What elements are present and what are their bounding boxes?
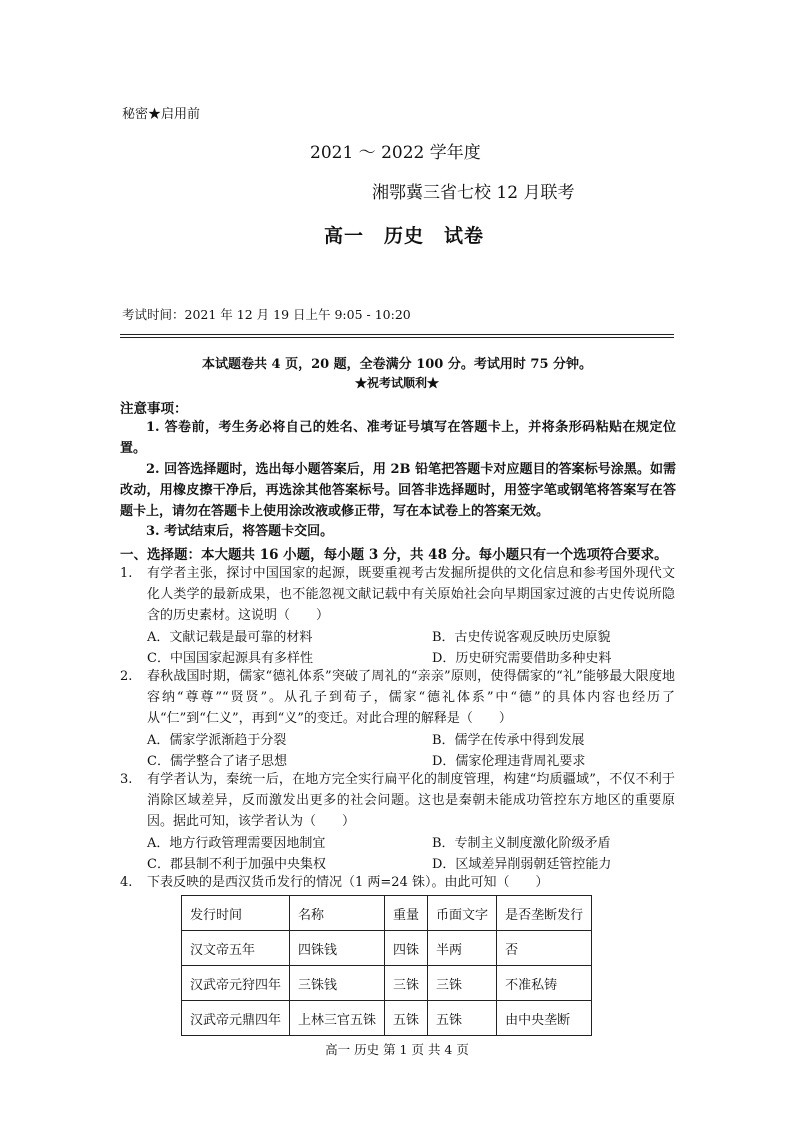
option-c: C．郡县制不利于加强中央集权 [147, 857, 326, 872]
option-d: D．儒家伦理违背周礼要求 [432, 754, 586, 769]
table-header-cell: 币面文字 [428, 896, 497, 931]
option-b: B．儒学在传承中得到发展 [432, 733, 585, 748]
question-stem: 下表反映的是西汉货币发行的情况（1 两=24 铢）。由此可知（ ） [147, 875, 549, 890]
option-c: C．中国国家起源具有多样性 [147, 651, 313, 666]
notice-item: 3. 考试结束后，将答题卡交回。 [146, 524, 334, 539]
table-row [182, 1001, 592, 1036]
option-b: B．专制主义制度激化阶级矛盾 [432, 836, 611, 851]
exam-info-banner: 本试题卷共 4 页，20 题，全卷满分 100 分。考试用时 75 分钟。 [201, 357, 593, 372]
table-cell: 四铢 [385, 931, 428, 966]
table-cell: 三铢 [385, 966, 428, 1001]
table-cell: 上林三官五铢 [290, 1001, 385, 1036]
confidential-label: 秘密★启用前 [122, 107, 201, 122]
good-luck-banner: ★祝考试顺利★ [354, 376, 439, 390]
option-a: A．文献记载是最可靠的材料 [147, 630, 313, 645]
section-heading: 一、选择题：本大题共 16 小题，每小题 3 分，共 48 分。每小题只有一个选项符合要求。 [120, 547, 668, 563]
table-row [182, 931, 592, 966]
question-stem: 有学者主张，探讨中国国家的起源，既要重视考古发掘所提供的文化信息和参考国外现代文化人类学的最新成果，也不能忽视文献记载中有关原始社会向早期国家过渡的古史传说所隐含的历史素材。这说明（ ） [147, 566, 675, 623]
table-cell: 汉武帝元鼎四年 [182, 1001, 290, 1036]
table-cell: 半两 [428, 931, 497, 966]
option-b: B．古史传说客观反映历史原貌 [432, 630, 611, 645]
page-footer: 高一 历史 第 1 页 共 4 页 [325, 1042, 469, 1057]
question-number: 2. [120, 669, 133, 684]
table-cell: 汉武帝元狩四年 [182, 966, 290, 1001]
table-cell: 四铢钱 [290, 931, 385, 966]
option-d: D．历史研究需要借助多种史料 [432, 651, 612, 666]
table-cell: 五铢 [428, 1001, 497, 1036]
table-header-cell: 发行时间 [182, 896, 290, 931]
option-a: A．儒家学派渐趋于分裂 [147, 733, 287, 748]
notice-item: 1. 答卷前，考生务必将自己的姓名、准考证号填写在答题卡上，并将条形码粘贴在规定位置。 [120, 420, 676, 456]
currency-table [181, 895, 592, 1036]
option-d: D．区域差异削弱朝廷管控能力 [432, 857, 612, 872]
question-stem: 有学者认为，秦统一后，在地方完全实行扁平化的制度管理，构建“均质疆域”，不仅不利于消除区域差异，反而激发出更多的社会问题。这也是秦朝未能成功管控东方地区的重要原因。据此可知，该学者认为（ ） [147, 772, 675, 829]
table-cell: 由中央垄断 [497, 1001, 592, 1036]
table-header-cell: 重量 [385, 896, 428, 931]
question-stem: 春秋战国时期，儒家“德礼体系”突破了周礼的“亲亲”原则，使得儒家的“礼”能够最大限度地容纳“尊尊”“贤贤”。从孔子到荀子，儒家“德礼体系”中“德”的具体内容也经历了从“仁”到“仁义”，再到“义”的变迁。对此合理的解释是（ ） [147, 669, 675, 726]
question-number: 3. [120, 772, 133, 787]
table-row [182, 966, 592, 1001]
option-a: A．地方行政管理需要因地制宜 [147, 836, 326, 851]
table-header-cell: 名称 [290, 896, 385, 931]
table-cell: 不准私铸 [497, 966, 592, 1001]
question-number: 1. [120, 566, 133, 581]
divider-line [120, 334, 674, 335]
question-number: 4. [120, 875, 133, 890]
table-cell: 汉文帝五年 [182, 931, 290, 966]
academic-year: 2021 ～ 2022 学年度 [310, 143, 481, 163]
table-cell: 五铢 [385, 1001, 428, 1036]
notice-item: 2. 回答选择题时，选出每小题答案后，用 2B 铅笔把答题卡对应题目的答案标号涂黑。如需改动，用橡皮擦干净后，再选涂其他答案标号。回答非选择题时，用签字笔或钢笔将答案写在答题卡上，请勿在答题卡上使用涂改液或修正带，写在本试卷上的答案无效。 [120, 462, 676, 519]
table-cell: 三铢 [428, 966, 497, 1001]
table-cell: 否 [497, 931, 592, 966]
paper-title: 高一 历史 试卷 [324, 225, 485, 247]
notice-heading: 注意事项： [120, 401, 188, 417]
table-cell: 三铢钱 [290, 966, 385, 1001]
divider-line [120, 337, 674, 338]
table-header-row [182, 896, 592, 931]
option-c: C．儒学整合了诸子思想 [147, 754, 287, 769]
table-header-cell: 是否垄断发行 [497, 896, 592, 931]
exam-time: 考试时间：2021 年 12 月 19 日上午 9:05 - 10:20 [122, 307, 411, 322]
exam-name: 湘鄂冀三省七校 12 月联考 [372, 183, 575, 203]
